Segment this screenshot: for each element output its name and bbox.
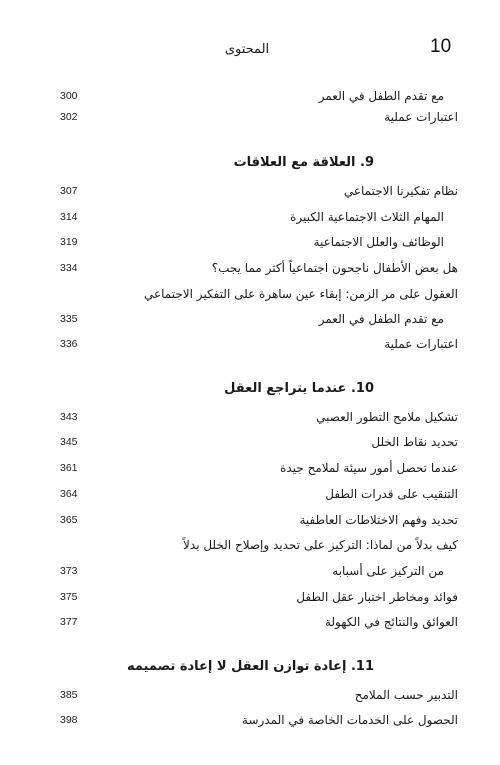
toc-entry-page: 365: [60, 514, 78, 526]
toc-entry: [60, 181, 458, 201]
toc-entry: [60, 458, 458, 478]
toc-entry: [60, 284, 458, 304]
toc-entry-title: تشكيل ملامح التطور العصبي: [316, 410, 458, 424]
toc-entry-title: العوائق والنتائج في الكهولة: [324, 615, 458, 629]
toc-entry-title: فوائد ومخاطر اختبار عقل الطفل: [296, 590, 458, 604]
toc-entry-title: مع تقدم الطفل في العمر: [318, 312, 444, 326]
toc-entry-page: 345: [60, 436, 78, 448]
toc-entry-page: 335: [60, 313, 78, 325]
toc-entry-title: التنقيب على قدرات الطفل: [325, 487, 458, 501]
toc-entry: [60, 86, 458, 106]
toc-entry-title: الوظائف والعلل الاجتماعية: [313, 235, 444, 249]
toc-entry-page: 300: [60, 90, 78, 102]
toc-entry-page: 398: [60, 714, 78, 726]
toc-entry-title: الحصول على الخدمات الخاصة في المدرسة: [242, 713, 458, 727]
chapter-heading: [60, 656, 458, 678]
toc-entry: [60, 685, 458, 705]
toc-entry-page: 364: [60, 488, 78, 500]
toc-entry-page: 361: [60, 462, 78, 474]
toc-entry-page: 314: [60, 211, 78, 223]
toc-entry-page: 375: [60, 591, 78, 603]
toc-entry: [60, 612, 458, 632]
toc-entry-title: عندما تحصل أمور سيئة لملامح جيدة: [280, 461, 458, 475]
toc-entry-page: 373: [60, 565, 78, 577]
toc-entry-page: 319: [60, 236, 78, 248]
toc-entry: [60, 232, 458, 252]
chapter-heading-text: 9. العلاقة مع العلاقات: [233, 155, 374, 170]
chapter-heading-text: 11. إعادة توازن العقل لا إعادة تصميمه: [126, 659, 374, 674]
toc-entry: [60, 258, 458, 278]
toc-entry-page: 336: [60, 338, 78, 350]
toc-entry-title: اعتبارات عملية: [384, 110, 458, 124]
toc-entry-title: مع تقدم الطفل في العمر: [318, 89, 444, 103]
toc-entry-title: اعتبارات عملية: [384, 337, 458, 351]
toc-entry: [60, 207, 458, 227]
toc-entry: [60, 535, 458, 555]
toc-entry-title: العقول على مر الزمن: إبقاء عين ساهرة على التفكير الاجتماعي: [143, 287, 458, 301]
toc-entry: [60, 334, 458, 354]
toc-entry-title: نظام تفكيرنا الاجتماعي: [343, 184, 458, 198]
toc-entry-page: 343: [60, 411, 78, 423]
toc-entry-page: 307: [60, 185, 78, 197]
toc-entry: [60, 309, 458, 329]
toc-entry: [60, 587, 458, 607]
chapter-heading: [60, 152, 458, 174]
toc-entry-page: 377: [60, 616, 78, 628]
toc-entry: [60, 107, 458, 127]
toc-entry-title: تحديد نقاط الخلل: [371, 435, 458, 449]
chapter-heading: [60, 378, 458, 400]
page-number: 10: [430, 36, 452, 57]
toc-entry: [60, 710, 458, 730]
toc-entry-title: تحديد وفهم الاختلاطات العاطفية: [299, 513, 458, 527]
toc-entry-title: من التركيز على أسبابه: [332, 564, 444, 578]
toc-entry: [60, 484, 458, 504]
toc-entry: [60, 561, 458, 581]
toc-entry: [60, 407, 458, 427]
chapter-heading-text: 10. عندما يتراجع العقل: [224, 381, 374, 396]
toc-entry-title: التدبير حسب الملامح: [354, 688, 458, 702]
toc-entry: [60, 510, 458, 530]
toc-entry-title: كيف بدلاً من لماذا: التركيز على تحديد وإصلاح الخلل بدلاً: [183, 538, 458, 552]
toc-entry: [60, 432, 458, 452]
toc-entry-page: 334: [60, 262, 78, 274]
toc-entry-page: 302: [60, 111, 78, 123]
running-title: المحتوى: [224, 42, 270, 57]
toc-entry-page: 385: [60, 689, 78, 701]
toc-entry-title: المهام الثلاث الاجتماعية الكبيرة: [290, 210, 444, 224]
toc-entry-title: هل بعض الأطفال ناجحون اجتماعياً أكثر مما يجب؟: [211, 261, 458, 275]
